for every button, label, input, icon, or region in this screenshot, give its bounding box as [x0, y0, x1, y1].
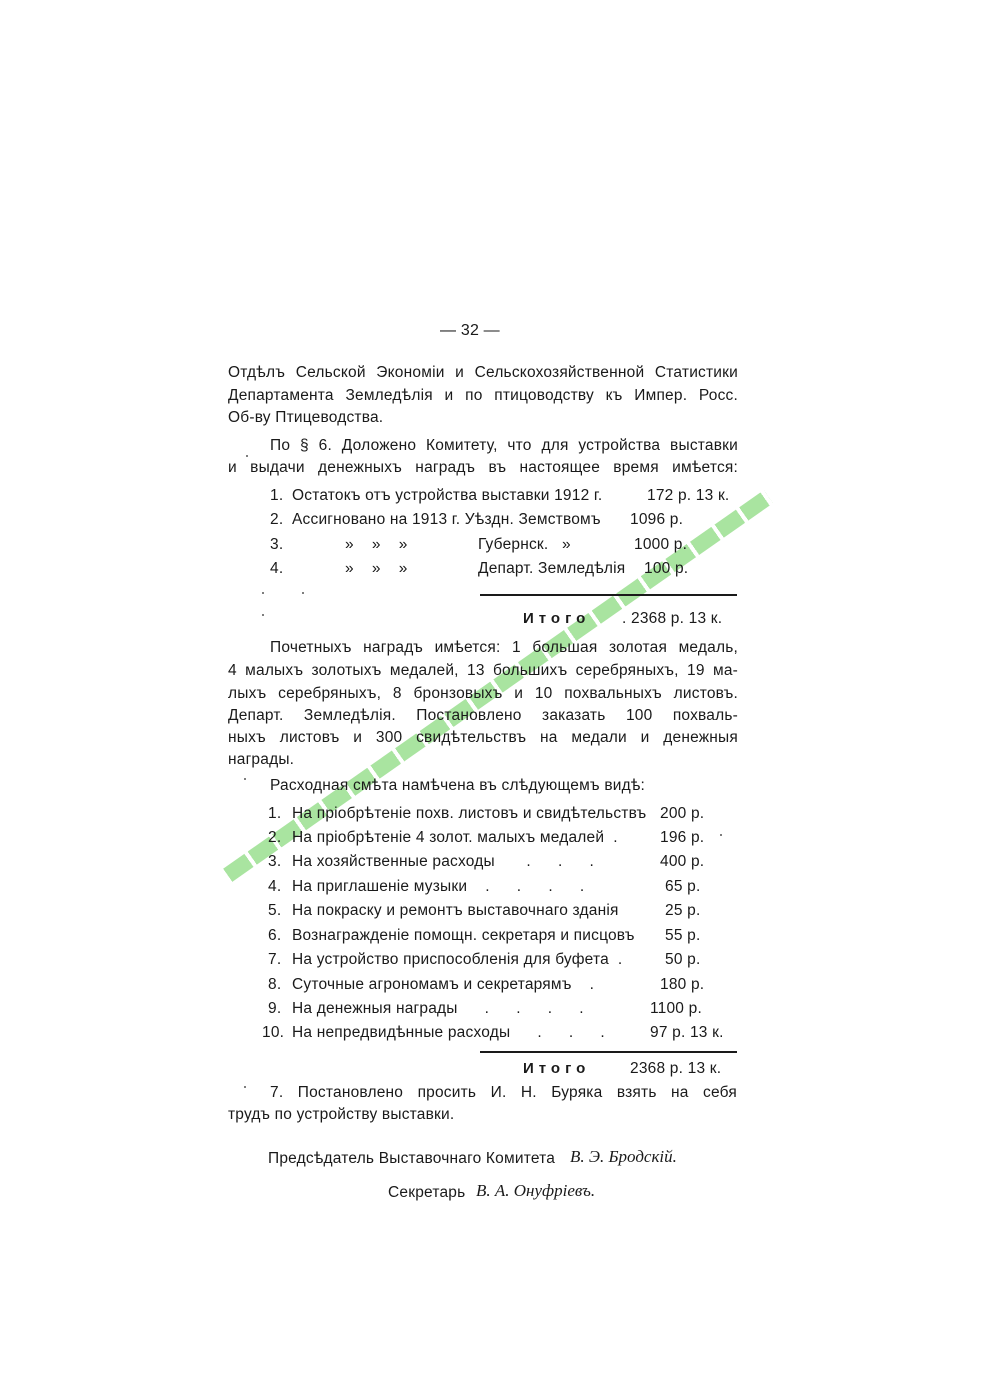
income-item-2-amount: 1096 р.	[630, 511, 684, 528]
scan-speck	[262, 592, 264, 594]
expense-total-amount: 2368 р. 13 к.	[630, 1060, 722, 1077]
expense-item-8-amount: 180 р.	[660, 976, 705, 993]
expense-item-7-text: На устройство приспособленія для буфета .	[292, 951, 623, 968]
page-number: — 32 —	[440, 322, 500, 339]
secretary-name: В. А. Онуфріевъ.	[476, 1181, 596, 1200]
expense-item-3-amount: 400 р.	[660, 853, 705, 870]
scan-speck	[720, 834, 722, 836]
expense-item-6-text: Вознагражденіе помощн. секретаря и писцовъ	[292, 927, 635, 944]
expense-item-2-amount: 196 р.	[660, 829, 705, 846]
expense-item-6-amount: 55 р.	[665, 927, 701, 944]
scan-speck	[244, 1086, 246, 1088]
expense-item-4-amount: 65 р.	[665, 878, 701, 895]
expense-total-rule	[480, 1051, 737, 1053]
scan-speck	[244, 778, 246, 780]
income-total-amount: . 2368 р. 13 к.	[622, 610, 723, 627]
expense-item-9-amount: 1100 р.	[650, 1000, 702, 1017]
expense-item-7-amount: 50 р.	[665, 951, 701, 968]
expense-item-4-text: На приглашеніе музыки . . . .	[292, 878, 585, 895]
expense-item-8-number: 8.	[268, 976, 282, 993]
income-item-3-amount: 1000 р.	[634, 536, 688, 553]
expense-item-6-number: 6.	[268, 927, 282, 944]
awards-line-1: Почетныхъ наградъ имѣется: 1 большая золотая медаль,	[270, 639, 738, 656]
income-item-3-number: 3.	[270, 536, 284, 553]
intro-line-1: Отдѣлъ Сельской Экономіи и Сельскохозяйственной Статистики	[228, 364, 738, 381]
scan-speck	[246, 455, 248, 457]
awards-line-2: 4 малыхъ золотыхъ медалей, 13 большихъ серебряныхъ, 19 ма-	[228, 662, 738, 679]
expense-item-3-number: 3.	[268, 853, 282, 870]
chair-name: В. Э. Бродскій.	[570, 1147, 677, 1166]
expense-item-8-text: Суточные агрономамъ и секретарямъ .	[292, 976, 595, 993]
para6-line-1: По § 6. Доложено Комитету, что для устройства выставки	[270, 437, 738, 454]
expense-total-label: Итого	[523, 1060, 591, 1077]
expense-item-10-number: 10.	[262, 1024, 285, 1041]
income-total-label: Итого	[523, 610, 591, 627]
scan-speck	[262, 614, 264, 616]
expense-item-1-text: На пріобрѣтеніе похв. листовъ и свидѣтельствъ	[292, 805, 647, 822]
expense-item-4-number: 4.	[268, 878, 282, 895]
expense-item-9-text: На денежныя награды . . . .	[292, 1000, 584, 1017]
income-total-rule	[480, 594, 737, 596]
awards-line-5: ныхъ листовъ и 300 свидѣтельствъ на медали и денежныя	[228, 729, 738, 746]
awards-line-3: лыхъ серебряныхъ, 8 бронзовыхъ и 10 похвальныхъ листовъ.	[228, 685, 738, 702]
para6-line-2: и выдачи денежныхъ наградъ въ настоящее время имѣется:	[228, 459, 738, 476]
para7-line-1: 7. Постановлено просить И. Н. Буряка взять на себя	[270, 1084, 737, 1101]
para7-line-2: трудъ по устройству выставки.	[228, 1106, 455, 1123]
income-item-1-text: Остатокъ отъ устройства выставки 1912 г.	[292, 487, 603, 504]
expense-item-1-number: 1.	[268, 805, 282, 822]
income-item-1-number: 1.	[270, 487, 284, 504]
secretary-title: Секретарь	[388, 1184, 466, 1201]
income-item-4-number: 4.	[270, 560, 284, 577]
expense-item-10-amount: 97 р. 13 к.	[650, 1024, 724, 1041]
income-item-2-number: 2.	[270, 511, 284, 528]
expense-item-5-amount: 25 р.	[665, 902, 701, 919]
expense-item-9-number: 9.	[268, 1000, 282, 1017]
expense-intro: Расходная смѣта намѣчена въ слѣдующемъ видѣ:	[270, 777, 646, 794]
awards-line-6: награды.	[228, 751, 295, 768]
income-item-1-amount: 172 р. 13 к.	[647, 487, 730, 504]
awards-line-4: Департ. Земледѣлія. Постановлено заказать 100 похваль-	[228, 707, 738, 724]
chair-title: Предсѣдатель Выставочнаго Комитета	[268, 1150, 556, 1167]
intro-line-3: Об-ву Птицеводства.	[228, 409, 384, 426]
expense-item-7-number: 7.	[268, 951, 282, 968]
expense-item-10-text: На непредвидѣнные расходы . . .	[292, 1024, 605, 1041]
income-item-4-text: Департ. Земледѣлія	[478, 560, 626, 577]
income-item-4-amount: 100 р.	[644, 560, 689, 577]
income-item-3-text: Губернск. »	[478, 536, 571, 553]
income-item-3-ditto: » » »	[345, 536, 408, 553]
expense-item-2-text: На пріобрѣтеніе 4 золот. малыхъ медалей .	[292, 829, 618, 846]
scan-speck	[302, 592, 304, 594]
expense-item-1-amount: 200 р.	[660, 805, 705, 822]
expense-item-5-number: 5.	[268, 902, 282, 919]
expense-item-2-number: 2.	[268, 829, 282, 846]
expense-item-5-text: На покраску и ремонтъ выставочнаго зданія	[292, 902, 619, 919]
intro-line-2: Департамента Земледѣлія и по птицоводству къ Импер. Росс.	[228, 387, 738, 404]
income-item-4-ditto: » » »	[345, 560, 408, 577]
expense-item-3-text: На хозяйственные расходы . . .	[292, 853, 594, 870]
income-item-2-text: Ассигновано на 1913 г. Уѣздн. Земствомъ	[292, 511, 601, 528]
